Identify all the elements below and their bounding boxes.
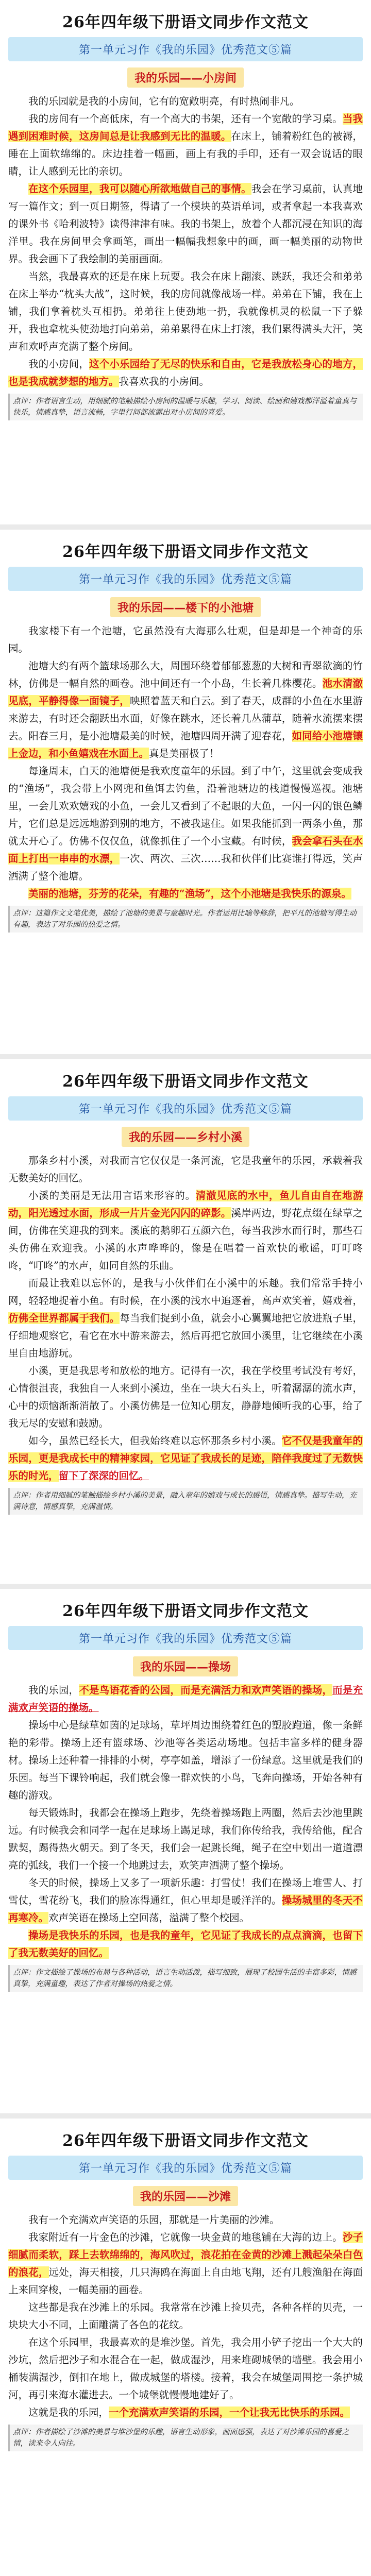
paragraph	[8, 1187, 363, 1275]
paragraph	[8, 1362, 363, 1432]
paragraph	[8, 2299, 363, 2334]
comment-box: 点评：这篇作文文笔优美，描绘了池塘的美景与童趣时光。作者运用比喻等修辞，把平凡的池塘写得生动有趣，表达了对乐园的热爱之情。	[8, 906, 363, 933]
article-body	[8, 1682, 363, 1962]
article-title: 26年四年级下册语文同步作文范文	[62, 543, 309, 561]
highlighted-text: 沙子细腻而柔软，踩上去软绵绵的，海风吹过，浪花拍在金黄的沙滩上溅起朵朵白色的浪花，	[8, 2231, 363, 2278]
text-run: 我的乐园就是我的小房间，它有的宽敞明亮，有时热闹非凡。	[28, 95, 300, 107]
article	[0, 0, 371, 524]
text-run: 在这个乐园里，我最喜欢的是堆沙堡。首先，我会用小铲子挖出一个大大的沙坑，然后把沙子和水混合在一起，做成湿沙，用来堆砌城堡的墙壁。我会用小桶装满湿沙，倒扣在地上，做成城堡的塔楼。接着，我会在城堡周围挖一条护城河，再引来海水灌进去。一个城堡就慢慢地建好了。	[8, 2336, 363, 2401]
text-run: 在床上，铺着粉红色的被褥，睡在上面软绵绵的。床边挂着一幅画，画上有我的手印，还有一双会说话的眼睛，让人感到无比的亲切。	[8, 130, 363, 177]
article-title: 26年四年级下册语文同步作文范文	[62, 1073, 309, 1091]
text-run: 那条乡村小溪，对我而言它仅仅是一条河流，它是我童年的乐园，承载着我无数美好的回忆。	[8, 1155, 363, 1184]
highlighted-text: 操场城里的冬天不再寒冷。	[8, 1894, 363, 1924]
paragraph	[8, 1152, 363, 1187]
unit-banner: 第一单元习作《我的乐园》优秀范文⑤篇	[8, 37, 363, 61]
highlighted-text: 我的小房间，	[28, 358, 90, 370]
text-run: 一次、两次、三次……我和伙伴们比赛谁打得远，笑声洒满了整个池塘。	[8, 853, 363, 882]
article-body	[8, 1152, 363, 1485]
paragraph	[8, 1275, 363, 1362]
paragraph	[8, 657, 363, 762]
text-run: 而最让我难以忘怀的，是我与小伙伴们在小溪中的乐趣。我们常常手持小网，轻轻地捉着小鱼。有时候，在小溪的浅水中追逐着，高声欢笑着，嬉戏着，	[8, 1277, 363, 1307]
comment-box: 点评：作者描绘了沙滩的美景与堆沙堡的乐趣，语言生动形象，画面感强，表达了对沙滩乐园的喜爱之情，读来令人向往。	[8, 2425, 363, 2451]
article-subtitle: 我的乐园——操场	[133, 1656, 238, 1676]
text-run: 映照着蓝天和白云。到了春天，成群的小鱼在水里游来游去，有时还会翻跃出水面，好像在跳水，还长着几丛蒲草，随着水流摆来摆去。阳春三月，是小池塘最美的时候，池塘四周开满了迎春花，	[8, 695, 363, 742]
text-run: 这些都是我在沙滩上的乐园。我常常在沙滩上捡贝壳，各种各样的贝壳，一块块大小不同，上面雕满了各色的花纹。	[8, 2301, 363, 2331]
article-subtitle: 我的乐园——楼下的小池塘	[110, 597, 261, 617]
text-run: 每逢周末，白天的池塘便是我欢度童年的乐园。到了中午，这里就会变成我的“渔场”，我会带上小网兜和鱼饵去钓鱼，沿着池塘边的栈道慢慢巡视。池塘里，一会儿欢欢嬉戏的小鱼，一会儿又看到了不起眼的大鱼，一闪一闪的银色鳞片，它们总是远远地游到别的地方，不被我逮住。如果我能抓到一两条小鱼，那就太开心了。仿佛不仅仅鱼，就像抓住了一个小宝藏。有时候，	[8, 765, 363, 847]
comment-box: 点评：作者语言生动，用细腻的笔触描绘小房间的温暖与乐趣，学习、阅读、绘画和嬉戏都洋溢着童真与快乐，情感真挚，语言流畅，字里行间都流露出对小房间的喜爱。	[8, 394, 363, 420]
highlighted-text: 操场是我快乐的乐园，也是我的童年，它见证了我成长的点点滴滴，也留下了我无数美好的回忆。	[8, 1929, 363, 1959]
article-subtitle: 我的乐园——沙滩	[133, 2186, 238, 2206]
text-run: 小溪的美丽是无法用言语来形容的。	[28, 1190, 196, 1201]
unit-banner: 第一单元习作《我的乐园》优秀范文⑤篇	[8, 1096, 363, 1121]
text-run: 我有一个充满欢声笑语的乐园，那就是一片美丽的沙滩。	[28, 2214, 280, 2226]
text-run: 真是美丽极了！	[149, 748, 220, 759]
section-divider	[0, 524, 371, 530]
paragraph	[8, 1804, 363, 1874]
text-run: 我的乐园，	[28, 1684, 79, 1696]
text-run: 我的房间有一个高低床，有一个高大的书架，还有一个宽敞的学习桌。	[28, 113, 343, 125]
unit-banner: 第一单元习作《我的乐园》优秀范文⑤篇	[8, 2156, 363, 2180]
paragraph	[8, 180, 363, 268]
text-run: 每当我们捉到小鱼，就会小心翼翼地把它放进瓶子里，仔细地观察它，看它在水中游来游去，然后再把它放回小溪里，让它继续在小溪里自由地游玩。	[8, 1312, 363, 1359]
article	[0, 530, 371, 1054]
text-run: 我家楼下有一个池塘，它虽然没有大海那么壮观，但是却是一个神奇的乐园。	[8, 625, 363, 654]
text-run: 当然，我最喜欢的还是在床上玩耍。我会在床上翻滚、跳跃，我还会和弟弟在床上举办“枕头大战”，这时候，我的房间就像战场一样。弟弟在下铺，我在上铺，我们拿着枕头互相扔。弟弟往上使劲地一扔，我就像机灵的松鼠一下子躲开，我也拿枕头使劲地打向弟弟，弟弟累得在床上打滚，我们累得满头大汗，笑声和欢呼声充满了整个房间。	[8, 270, 363, 352]
section-divider	[0, 1584, 371, 1589]
text-run: 我家附近有一片金色的沙滩，它就像一块金黄的地毯铺在大海的边上。	[28, 2231, 343, 2243]
highlighted-text: 我会拿石头在水面上打出一串串的水漂，	[8, 835, 363, 865]
highlighted-text: 不是鸟语花香的公园，而是充满活力和欢声笑语的操场，	[79, 1684, 333, 1696]
highlighted-text: 美丽的池塘，芬芳的花朵，有趣的“渔场”，这个小池塘是我快乐的源泉。	[28, 888, 351, 900]
paragraph	[8, 2229, 363, 2299]
paragraph	[8, 1927, 363, 1962]
paragraph	[8, 1432, 363, 1485]
paragraph	[8, 762, 363, 885]
article	[0, 2119, 371, 2576]
text-run: 操场中心是绿草如茵的足球场，草坪周边围绕着红色的塑胶跑道，像一条鲜艳的彩带。操场上还有篮球场、沙池等各类运动场地。包括丰富多样的健身器材。操场上还种着一排排的小树，亭亭如盖，增添了一份绿意。这里就是我们的乐园。每当下课铃响起，我们就会像一群欢快的小鸟，飞奔向操场，开始各种有趣的游戏。	[8, 1719, 363, 1801]
article-title: 26年四年级下册语文同步作文范文	[62, 13, 309, 31]
article-title: 26年四年级下册语文同步作文范文	[62, 2132, 309, 2150]
article	[0, 1059, 371, 1584]
article-subtitle: 我的乐园——乡村小溪	[122, 1127, 249, 1147]
paragraph	[8, 93, 363, 110]
text-run: 这就是我的乐园，	[28, 2406, 109, 2418]
paragraph	[8, 2211, 363, 2229]
paragraph	[8, 110, 363, 180]
article-body	[8, 622, 363, 903]
highlighted-text: 一个充满欢声笑语的乐园，一个让我无比快乐的乐园。	[109, 2406, 350, 2418]
highlighted-text: 池水清澈见底，平静得像一面镜子，	[8, 677, 363, 707]
highlighted-text: 这个小乐园给了无尽的快乐和自由，它是我放松身心的地方，也是我成就梦想的地方。	[8, 358, 363, 387]
highlighted-text: 它不仅是我童年的乐园，更是我成长中的精神家园，它见证了我成长的足迹，陪伴我度过了无数快乐的时光，	[8, 1435, 363, 1482]
paragraph	[8, 268, 363, 355]
text-run: 每天锻炼时，我都会在操场上跑步，先绕着操场跑上两圈，然后去沙池里跳远。有时候我会和同学一起在足球场上踢足球，我们你传给我，我传给他，配合默契，踢得热火朝天。到了冬天，我们会一起跳长绳，绳子在空中划出一道道漂亮的弧线，我们一个接一个地跳过去，欢笑声洒满了整个操场。	[8, 1807, 363, 1871]
highlighted-text: 如同给小池塘镶上金边，和小鱼嬉戏在水面上。	[8, 730, 363, 759]
paragraph	[8, 622, 363, 657]
paragraph	[8, 2334, 363, 2404]
text-run: 我会在学习桌前，认真地写一篇作文；到一页日期签，得请了一个模块的英语单词，或者拿起一本我喜欢的课外书《哈利波特》读得津津有味。我的书架上，放着个人都沉浸在知识的海洋里。我在房间里会拿画笔，画出一幅幅我想象中的画，画一幅美丽的动物世界。我会画下了我绘制的美丽画面。	[8, 183, 363, 265]
highlighted-text: 而是充满欢声笑语的操场。	[8, 1684, 363, 1714]
highlighted-text: 在这个乐园里，我可以随心所欲地做自己的事情。	[28, 183, 251, 195]
text-run: 溪岸两边，野花点缀在绿草之间，仿佛在笑迎我的到来。溪底的鹅卵石五颜六色，每当我涉水而行时，那些石头仿佛在欢迎我。小溪的水声哗哗的，像是在唱着一首欢快的歌谣，叮叮咚咚，“叮咚”的水声，如同自然的乐曲。	[8, 1207, 363, 1272]
text-run: 冬天的时候，操场上又多了一项新乐趣：打雪仗！我们在操场上堆雪人、打雪仗，雪花纷飞，我们的脸冻得通红，但心里却是暖洋洋的。	[8, 1877, 363, 1906]
text-run: 如今，虽然已经长大，但我始终难以忘怀那条乡村小溪。	[28, 1435, 282, 1447]
paragraph	[8, 2404, 363, 2421]
article-body	[8, 2211, 363, 2421]
highlighted-text: 当我遇到困难时候，这房间总是让我感到无比的温暖。	[8, 113, 363, 142]
article	[0, 1589, 371, 2113]
unit-banner: 第一单元习作《我的乐园》优秀范文⑤篇	[8, 567, 363, 591]
paragraph	[8, 1874, 363, 1927]
highlighted-text: 清澈见底的水中，鱼儿自由自在地游动，阳光透过水面，形成一片片金光闪闪的碎影。	[8, 1190, 363, 1219]
article-body	[8, 93, 363, 391]
unit-banner: 第一单元习作《我的乐园》优秀范文⑤篇	[8, 1626, 363, 1650]
section-divider	[0, 1054, 371, 1059]
paragraph	[8, 1717, 363, 1804]
text-run: 小溪，更是我思考和放松的地方。记得有一次，我在学校里考试没有考好，心情很沮丧，我独自一人来到小溪边，坐在一块大石头上，听着潺潺的流水声，心中的烦恼渐渐消散了。小溪仿佛是一位知心朋友，静静地倾听我的心事，给了我无尽的安慰和鼓励。	[8, 1365, 363, 1429]
highlighted-text: 留下了深深的回忆。	[58, 1470, 149, 1482]
comment-box: 点评：作文描绘了操场的布局与各种活动，语言生动活泼，描写细致，展现了校园生活的丰富多彩，情感真挚，充满童趣，表达了作者对操场的热爱之情。	[8, 1965, 363, 1992]
paragraph	[8, 355, 363, 391]
paragraph	[8, 1682, 363, 1717]
paragraph	[8, 885, 363, 903]
highlighted-text: 仿佛全世界都属于我们。	[8, 1312, 120, 1324]
article-title: 26年四年级下册语文同步作文范文	[62, 1602, 309, 1620]
article-subtitle: 我的乐园——小房间	[127, 67, 244, 88]
text-run: 我喜欢我的小房间。	[119, 376, 210, 387]
text-run: 远处，海天相接，几只海鸥在海面上自由地飞翔，还有几艘渔船在海面上来回穿梭，一幅美丽的画卷。	[8, 2266, 363, 2296]
comment-box: 点评：作者用细腻的笔触描绘乡村小溪的美景，融入童年的嬉戏与成长的感悟，情感真挚。描写生动，充满诗意，情感真挚，充满温情。	[8, 1488, 363, 1515]
text-run: 欢声笑语在操场上空回荡，溢满了整个校园。	[48, 1912, 250, 1924]
text-run: 池塘大约有两个篮球场那么大，周围环绕着郁郁葱葱的大树和青翠欲滴的竹林，仿佛是一幅自然的画卷。池中间还有一个小岛，生长着几株樱花。	[8, 660, 363, 689]
section-divider	[0, 2113, 371, 2119]
